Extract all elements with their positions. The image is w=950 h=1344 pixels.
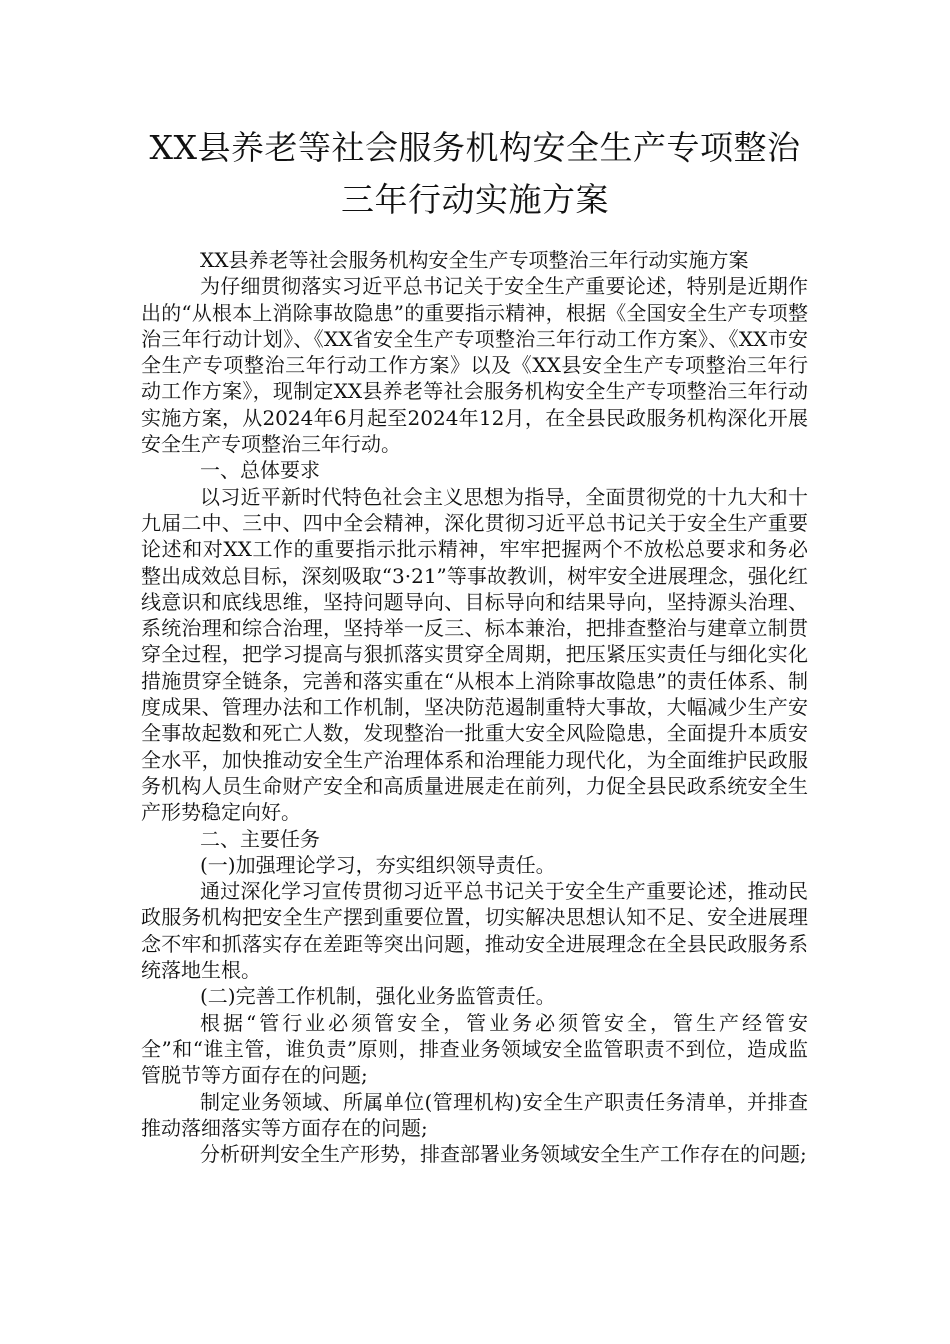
paragraph-task-2-a: 根据“管行业必须管安全，管业务必须管安全，管生产经管安全”和“谁主管，谁负责”原则，排查业务领域安全监管职责不到位，造成监管脱节等方面存在的问题;: [141, 1010, 808, 1088]
paragraph-task-1: 通过深化学习宣传贯彻习近平总书记关于安全生产重要论述，推动民政服务机构把安全生产摆到重要位置，切实解决思想认知不足、安全进展理念不牢和抓落实存在差距等突出问题，推动安全进展理念在全县民政服务系统落地生根。: [141, 879, 808, 983]
paragraph-task-2-c: 分析研判安全生产形势，排查部署业务领域安全生产工作存在的问题;: [200, 1142, 807, 1167]
paragraph-general-requirements: 以习近平新时代特色社会主义思想为指导，全面贯彻党的十九大和十九届二中、三中、四中全会精神，深化贯彻习近平总书记关于安全生产重要论述和对XX工作的重要指示批示精神，牢牢把握两个不放松总要求和务必整出成效总目标，深刻吸取“3·21”等事故教训，树牢安全进展理念，强化红线意识和底线思维，坚持问题导向、目标导向和结果导向，坚持源头治理、系统治理和综合治理，坚持举一反三、标本兼治，把排查整治与建章立制贯穿全过程，把学习提高与狠抓落实贯穿全周期，把压紧压实责任与细化实化措施贯穿全链条，完善和落实重在“从根本上消除事故隐患”的责任体系、制度成果、管理办法和工作机制，坚决防范遏制重特大事故，大幅减少生产安全事故起数和死亡人数，发现整治一批重大安全风险隐患，全面提升本质安全水平，加快推动安全生产治理体系和治理能力现代化，为全面维护民政服务机构人员生命财产安全和高质量进展走在前列，力促全县民政系统安全生产形势稳定向好。: [141, 484, 808, 825]
section-heading-main-tasks: 二、主要任务: [200, 826, 320, 851]
subheading-task-2: (二)完善工作机制，强化业务监管责任。: [200, 984, 556, 1009]
paragraph-intro: 为仔细贯彻落实习近平总书记关于安全生产重要论述，特别是近期作出的“从根本上消除事故隐患”的重要指示精神，根据《全国安全生产专项整治三年行动计划》、《XX省安全生产专项整治三年行动工作方案》、《XX市安全生产专项整治三年行动工作方案》以及《XX县安全生产专项整治三年行动工作方案》，现制定XX县养老等社会服务机构安全生产专项整治三年行动实施方案，从2024年6月起至2024年12月，在全县民政服务机构深化开展安全生产专项整治三年行动。: [141, 274, 808, 457]
document-body: [141, 247, 808, 1167]
document-title: XX县养老等社会服务机构安全生产专项整治三年行动实施方案: [149, 128, 801, 219]
paragraph-subtitle: XX县养老等社会服务机构安全生产专项整治三年行动实施方案: [200, 248, 749, 272]
paragraph-task-2-b: 制定业务领域、所属单位(管理机构)安全生产职责任务清单，并排查推动落细落实等方面存在的问题;: [141, 1089, 808, 1140]
section-heading-general-requirements: 一、总体要求: [200, 458, 320, 483]
subheading-task-1: (一)加强理论学习，夯实组织领导责任。: [200, 852, 556, 877]
